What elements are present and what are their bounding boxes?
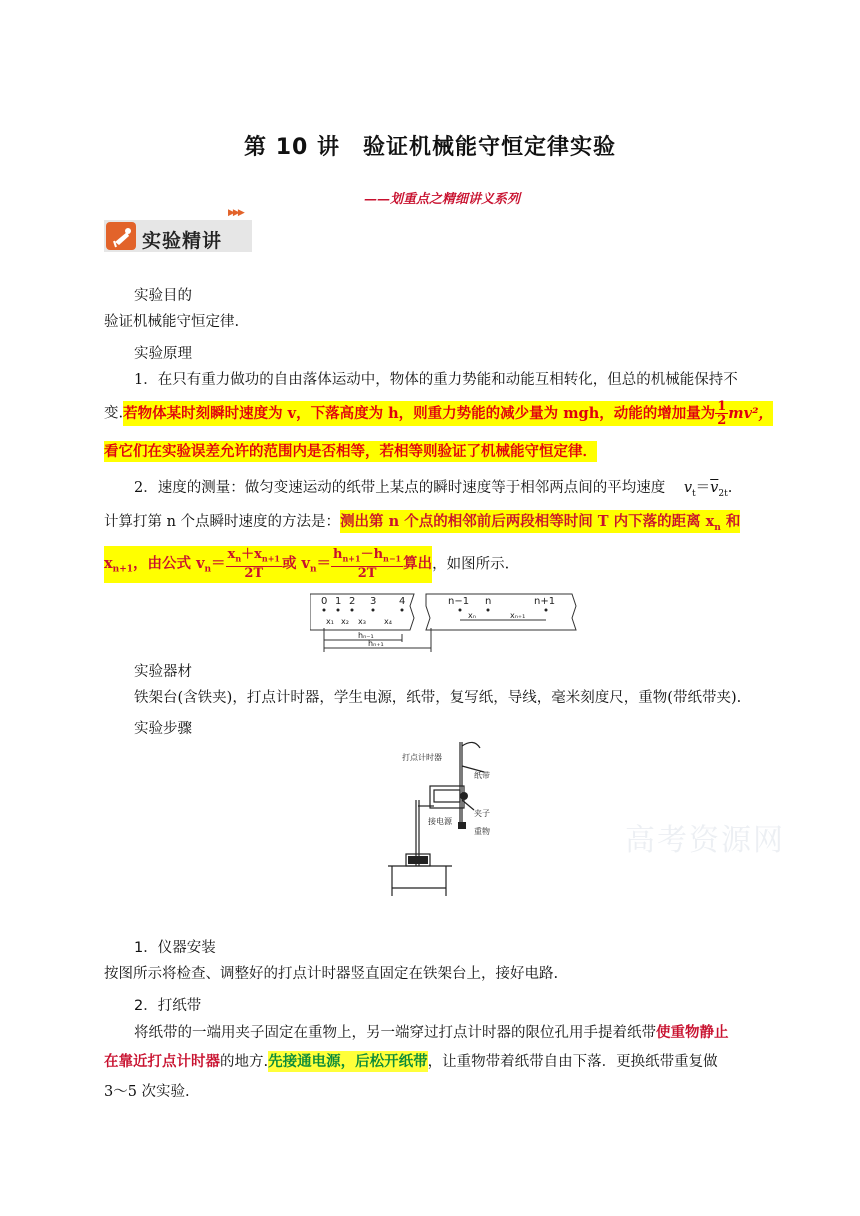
frac2-minus-sub: n−1 <box>383 553 402 564</box>
principle-heading: 实验原理 <box>134 346 192 362</box>
label-power: 接电源 <box>428 817 452 826</box>
formula-fraction-1 <box>226 548 282 580</box>
tape-h-n-1: hₙ₋₁ <box>358 631 374 640</box>
principle-1-b: 变. <box>104 405 124 422</box>
frac1-numerator <box>226 548 282 567</box>
principle-2-dot: . <box>727 480 733 496</box>
step2-b: 的地方. <box>220 1054 269 1070</box>
step2-red: 使重物静止 <box>656 1024 729 1041</box>
frac1-plus-sub: n+1 <box>261 553 280 564</box>
principle-1-line3 <box>104 441 597 463</box>
tape-h-n+1: hₙ₊₁ <box>368 639 384 648</box>
apparatus-diagram <box>388 738 508 896</box>
v-bar: $\overline{v}$ <box>710 480 719 496</box>
mv2-term: mv²， <box>728 404 773 422</box>
frac2-minus: －h <box>360 547 384 562</box>
step2-a: 将纸带的一端用夹子固定在重物上，另一端穿过打点计时器的限位孔用手提着纸带 <box>134 1025 656 1041</box>
tape-seg-x4: x₄ <box>384 617 392 626</box>
principle-1-line2 <box>104 400 773 427</box>
watermark: 高考资源网 <box>625 823 785 858</box>
frac2-numerator <box>331 548 403 567</box>
principle-2-hl1: 测出第 n 个点的相邻前后两段相等时间 T 内下落的距离 x <box>340 513 715 530</box>
steps-heading: 实验步骤 <box>134 721 192 737</box>
step2-c: ，让重物带着纸带自由下落．更换纸带重复做 <box>427 1054 718 1070</box>
purpose-heading: 实验目的 <box>134 288 192 304</box>
tape-point-4: 4 <box>399 596 406 607</box>
principle-1-highlight <box>123 401 773 426</box>
banner-label: 实验精讲 <box>142 230 223 252</box>
tape-seg-xn: xₙ <box>468 611 476 620</box>
equipment-heading: 实验器材 <box>134 664 192 680</box>
tape-seg-x2: x₂ <box>341 617 349 626</box>
tape-seg-x1: x₁ <box>326 617 334 626</box>
frac1-xn: x <box>227 547 236 562</box>
step2-line1 <box>134 1022 729 1044</box>
principle-2-b: 计算打第 n 个点瞬时速度的方法是： <box>104 514 341 530</box>
tape-point-n: n <box>485 596 492 607</box>
xn1-sub: n+1 <box>112 564 134 575</box>
frac2-h: h <box>333 547 343 562</box>
formula-fraction-2 <box>331 548 403 580</box>
label-weight: 重物 <box>474 827 490 836</box>
step2-line2 <box>104 1051 718 1073</box>
formula-calc: 算出 <box>403 554 433 572</box>
half-numerator: 1 <box>717 399 727 414</box>
principle-2-highlight-1 <box>340 510 740 533</box>
xn1-symbol: x <box>104 554 113 572</box>
step2-line3: 3～5 次实验. <box>104 1084 190 1100</box>
label-timer: 打点计时器 <box>402 753 442 762</box>
tape-diagram <box>310 590 590 652</box>
vn-eq: ＝ <box>211 554 226 572</box>
principle-2-highlight-2 <box>104 546 432 583</box>
principle-2-line3 <box>104 546 509 583</box>
tape-point-1: 1 <box>335 596 342 607</box>
step2-heading: 2．打纸带 <box>134 998 202 1014</box>
vt-sub: t <box>692 488 696 499</box>
formula-or: 或 v <box>282 554 310 572</box>
frac2-h-sub: n+1 <box>342 553 361 564</box>
label-clip: 夹子 <box>474 809 490 818</box>
equipment-text: 铁架台(含铁夹)，打点计时器，学生电源，纸带，复写纸，导线，毫米刻度尺，重物(带纸带夹). <box>134 690 742 706</box>
tape-point-2: 2 <box>349 596 356 607</box>
frac1-xn-sub: n <box>235 553 242 564</box>
label-tape: 纸带 <box>474 771 490 780</box>
step1-heading: 1．仪器安装 <box>134 940 216 956</box>
principle-2-end: ，如图所示. <box>432 556 510 573</box>
frac2-denominator: 2T <box>357 565 377 581</box>
tape-point-n-1: n−1 <box>448 596 470 607</box>
vn-sub: n <box>204 564 212 575</box>
page-subtitle: ——划重点之精细讲义系列 <box>363 192 520 207</box>
vt-eq: ＝ <box>695 480 711 496</box>
step2-red2: 在靠近打点计时器 <box>104 1053 220 1070</box>
step2-green: 先接通电源，后松开纸带 <box>268 1053 428 1070</box>
half-fraction <box>715 400 728 427</box>
frac1-plus: ＋x <box>241 547 262 562</box>
tape-seg-x3: x₃ <box>358 617 366 626</box>
principle-2-hl1-end: 和 <box>720 513 741 530</box>
principle-2-a: 2．速度的测量：做匀变速运动的纸带上某点的瞬时速度等于相邻两点间的平均速度 <box>134 480 666 496</box>
purpose-text: 验证机械能守恒定律. <box>104 314 240 330</box>
page-title: 第 10 讲 验证机械能守恒定律实验 <box>244 135 616 160</box>
step1-text: 按图所示将检查、调整好的打点计时器竖直固定在铁架台上，接好电路. <box>104 966 559 982</box>
vt-symbol: v <box>683 480 693 496</box>
principle-2-line2 <box>104 511 740 539</box>
principle-1-highlight-2: 看它们在实验误差允许的范围内是否相等，若相等则验证了机械能守恒定律． <box>104 443 597 460</box>
v-bar-sub: 2t <box>718 488 728 499</box>
principle-2-hl1-sub: n <box>714 522 721 533</box>
tape-point-3: 3 <box>370 596 377 607</box>
tape-point-n+1: n+1 <box>534 596 556 607</box>
principle-1-line1: 1．在只有重力做功的自由落体运动中，物体的重力势能和动能互相转化，但总的机械能保持不 <box>134 372 738 388</box>
formula-intro: ，由公式 v <box>133 554 205 572</box>
banner-arrows: ▶▶▶ <box>228 208 243 218</box>
principle-2-line1 <box>134 477 732 505</box>
tape-point-0: 0 <box>321 596 328 607</box>
frac1-denominator: 2T <box>244 565 264 581</box>
formula-or-sub: n <box>309 564 317 575</box>
formula-eq3: ＝ <box>316 554 332 572</box>
section-banner <box>104 208 254 254</box>
half-denominator: 2 <box>717 413 727 428</box>
tape-seg-xn1: xₙ₊₁ <box>510 611 526 620</box>
principle-1-hl-text: 若物体某时刻瞬时速度为 v，下落高度为 h，则重力势能的减少量为 mgh，动能的增加量为 <box>123 404 716 422</box>
